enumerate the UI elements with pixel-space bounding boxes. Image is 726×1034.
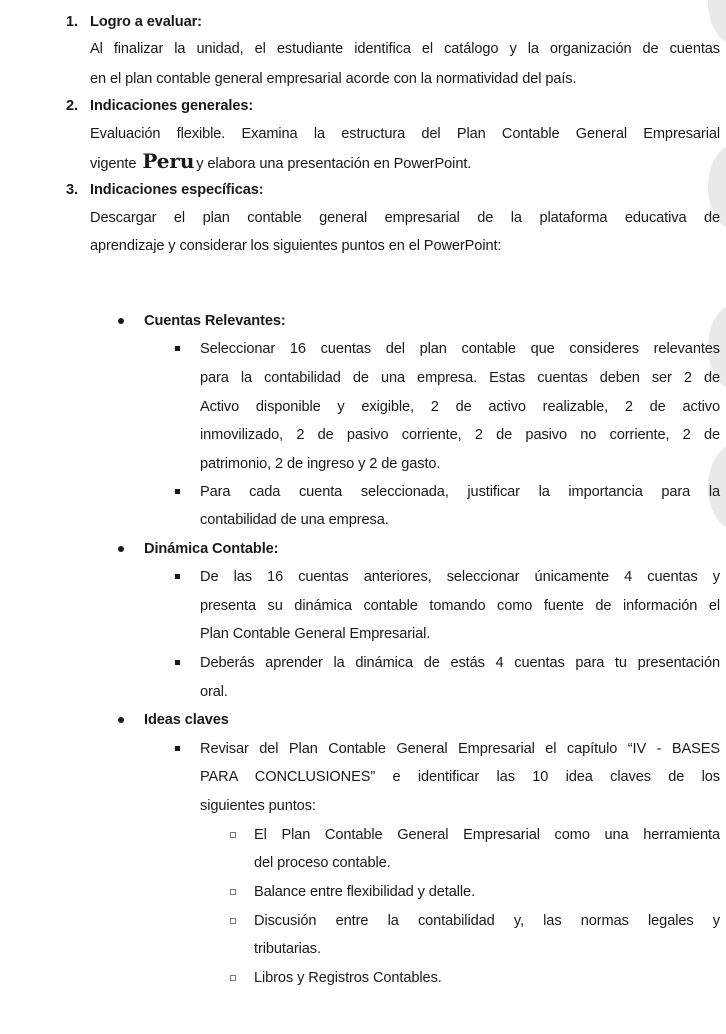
- square-bullet: [175, 746, 180, 751]
- section-text-line: Descargar el plan contable general empresarial de la plataforma educativa de: [90, 210, 720, 226]
- square-bullet: [175, 489, 180, 494]
- subitem-line: El Plan Contable General Empresarial como una herramienta: [254, 827, 720, 843]
- item-line: presenta su dinámica contable tomando como fuente de información el: [200, 598, 720, 614]
- item-line: Revisar del Plan Contable General Empresarial el capítulo “IV - BASES: [200, 741, 720, 757]
- section-text-line: en el plan contable general empresarial acorde con la normatividad del país.: [90, 71, 577, 87]
- square-bullet: [175, 574, 180, 579]
- item-line: De las 16 cuentas anteriores, seleccionar únicamente 4 cuentas y: [200, 569, 720, 585]
- bullet-title: Dinámica Contable:: [144, 541, 279, 557]
- bullet-dot: [118, 546, 124, 552]
- section-number: 1.: [66, 14, 78, 30]
- section-number: 2.: [66, 98, 78, 114]
- item-line: contabilidad de una empresa.: [200, 512, 389, 528]
- item-line: Deberás aprender la dinámica de estás 4 cuentas para tu presentación: [200, 655, 720, 671]
- subitem-line: del proceso contable.: [254, 855, 391, 871]
- subitem-line: tributarias.: [254, 941, 321, 957]
- section-number: 3.: [66, 182, 78, 198]
- hollow-square-bullet: [230, 975, 236, 981]
- subitem-line: Libros y Registros Contables.: [254, 970, 442, 986]
- item-line: Activo disponible y exigible, 2 de activo realizable, 2 de activo: [200, 399, 720, 415]
- section-text-line: Evaluación flexible. Examina la estructura del Plan Contable General Empresarial: [90, 126, 720, 142]
- item-line: oral.: [200, 684, 228, 700]
- bullet-dot: [118, 318, 124, 324]
- section-title: Indicaciones generales:: [90, 98, 254, 114]
- edge-shadow: [708, 0, 726, 44]
- bullet-dot: [118, 717, 124, 723]
- item-line: patrimonio, 2 de ingreso y 2 de gasto.: [200, 456, 441, 472]
- section-text-line: Al finalizar la unidad, el estudiante identifica el catálogo y la organización de cuentas: [90, 41, 720, 57]
- section-title: Logro a evaluar:: [90, 14, 202, 30]
- item-line: Para cada cuenta seleccionada, justificar la importancia para la: [200, 484, 720, 500]
- item-line: PARA CONCLUSIONES” e identificar las 10 idea claves de los: [200, 769, 720, 785]
- hollow-square-bullet: [230, 918, 236, 924]
- item-line: siguientes puntos:: [200, 798, 316, 814]
- square-bullet: [175, 346, 180, 351]
- section-text-fragment: y elabora una presentación en PowerPoint.: [196, 156, 472, 172]
- section-title: Indicaciones específicas:: [90, 182, 264, 198]
- section-text-fragment: vigente: [90, 156, 137, 172]
- square-bullet: [175, 660, 180, 665]
- item-line: Seleccionar 16 cuentas del plan contable que consideres relevantes: [200, 341, 720, 357]
- bullet-title: Cuentas Relevantes:: [144, 313, 286, 329]
- subitem-line: Balance entre flexibilidad y detalle.: [254, 884, 476, 900]
- item-line: Plan Contable General Empresarial.: [200, 626, 431, 642]
- hollow-square-bullet: [230, 832, 236, 838]
- item-line: inmovilizado, 2 de pasivo corriente, 2 de pasivo no corriente, 2 de: [200, 427, 720, 443]
- section-text-line: [90, 149, 472, 173]
- country-word: Peru: [142, 149, 195, 173]
- subitem-line: Discusión entre la contabilidad y, las normas legales y: [254, 913, 720, 929]
- item-line: para la contabilidad de una empresa. Estas cuentas deben ser 2 de: [200, 370, 720, 386]
- bullet-title: Ideas claves: [144, 712, 229, 728]
- section-text-line: aprendizaje y considerar los siguientes puntos en el PowerPoint:: [90, 238, 502, 254]
- hollow-square-bullet: [230, 889, 236, 895]
